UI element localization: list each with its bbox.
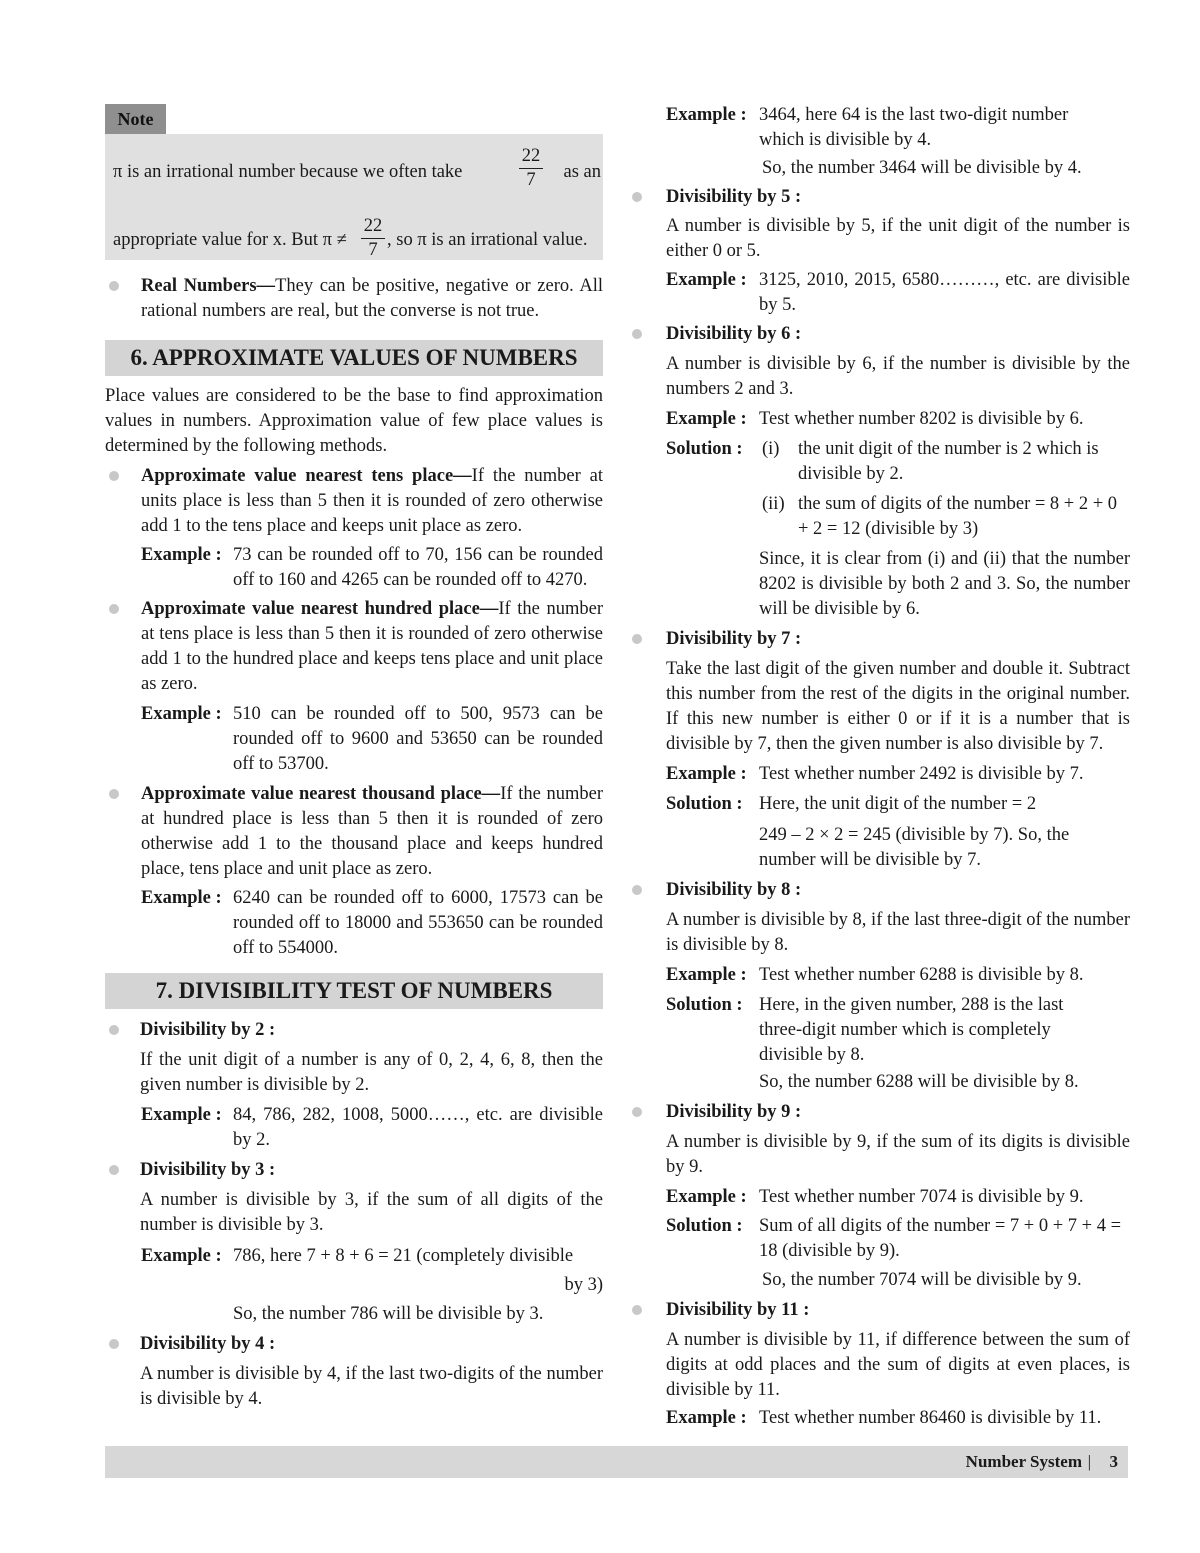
solution-step: the unit digit of the number is 2 which is divisible by 2.	[798, 439, 1099, 484]
example-label: Example :	[141, 545, 222, 565]
example-label: Example :	[141, 888, 222, 908]
bullet-icon	[632, 885, 642, 895]
bullet-icon	[632, 329, 642, 339]
note-line-1: π is an irrational number because we often take	[113, 162, 463, 182]
conclusion-text: So, the number 6288 will be divisible by 8.	[759, 1072, 1079, 1092]
solution-text: Here, the unit digit of the number = 2	[759, 794, 1037, 814]
example-label: Example :	[666, 764, 747, 784]
example-text: Test whether number 8202 is divisible by 6.	[759, 409, 1084, 429]
note-box: π is an irrational number because we often take 22 7 as an appropriate value for x. But π ≠ 22 7 , so π is an irrational value.	[105, 134, 603, 260]
example-label: Example :	[141, 1105, 222, 1125]
conclusion-text: So, the number 786 will be divisible by 3.	[233, 1304, 544, 1324]
conclusion-text: So, the number 7074 will be divisible by 9.	[762, 1270, 1082, 1290]
example-text: Test whether number 2492 is divisible by 7.	[759, 764, 1084, 784]
rule-text: A number is divisible by 3, if the sum of all digits of the number is divisible by 3.	[140, 1190, 603, 1235]
footer-chapter-title: Number System	[965, 1452, 1082, 1471]
solution-label: Solution :	[666, 794, 743, 814]
rule-text: A number is divisible by 5, if the unit digit of the number is either 0 or 5.	[666, 216, 1130, 261]
bullet-icon	[109, 789, 119, 799]
example-text: 786, here 7 + 8 + 6 = 21 (completely divisible	[233, 1246, 574, 1266]
conclusion-text: Since, it is clear from (i) and (ii) that the number 8202 is divisible by both 2 and 3. So, the number will be divisible by 6.	[759, 549, 1130, 619]
example-text: 3125, 2010, 2015, 6580………, etc. are divisible by 5.	[759, 270, 1130, 315]
divisibility-title: Divisibility by 11 :	[666, 1300, 810, 1320]
example-text: 6240 can be rounded off to 6000, 17573 can be rounded off to 18000 and 553650 can be rounded off to 554000.	[233, 888, 603, 958]
bullet-icon	[632, 192, 642, 202]
fraction-22-7: 22 7	[361, 216, 385, 261]
bullet-icon	[632, 634, 642, 644]
divisibility-title: Divisibility by 7 :	[666, 629, 802, 649]
bullet-icon	[632, 1107, 642, 1117]
page-number: 3	[1109, 1452, 1118, 1471]
list-item: Approximate value nearest hundred place—If the number at tens place is less than 5 then it is rounded of zero otherwise add 1 to the hundred place and keeps tens place and unit place as zero.	[141, 599, 603, 694]
example-text: Test whether number 86460 is divisible by 11.	[759, 1408, 1102, 1428]
example-label: Example :	[666, 409, 747, 429]
list-item: Approximate value nearest thousand place—If the number at hundred place is less than 5 then it is rounded of zero otherwise add 1 to the thousand place and keeps hundred place, tens place and unit place as zero.	[141, 784, 603, 879]
solution-step: the sum of digits of the number = 8 + 2 + 0 + 2 = 12 (divisible by 3)	[798, 494, 1118, 539]
bullet-icon	[109, 1025, 119, 1035]
solution-label: Solution :	[666, 995, 743, 1015]
footer-separator: |	[1087, 1452, 1091, 1471]
rule-text: A number is divisible by 4, if the last two-digits of the number is divisible by 4.	[140, 1364, 603, 1409]
example-label: Example :	[141, 1246, 222, 1266]
bullet-icon	[109, 1339, 119, 1349]
divisibility-title: Divisibility by 3 :	[140, 1160, 276, 1180]
example-text: 510 can be rounded off to 500, 9573 can be rounded off to 9600 and 53650 can be rounded off to 53700.	[233, 704, 603, 774]
bullet-icon	[109, 281, 119, 291]
list-item: Approximate value nearest tens place—If the number at units place is less than 5 then it is rounded of zero otherwise add 1 to the tens place and keeps unit place as zero.	[141, 466, 603, 536]
section-heading: 7. DIVISIBILITY TEST OF NUMBERS	[105, 973, 603, 1009]
solution-text: Here, in the given number, 288 is the last three-digit number which is completely divisible by 8.	[759, 995, 1064, 1065]
section-intro: Place values are considered to be the base to find approximation values in numbers. Approximation value of few place values is determined by the following methods.	[105, 386, 603, 456]
solution-text: Sum of all digits of the number = 7 + 0 + 7 + 4 = 18 (divisible by 9).	[759, 1216, 1122, 1261]
example-text: 3464, here 64 is the last two-digit number which is divisible by 4.	[759, 105, 1069, 150]
note-label: Note	[105, 104, 166, 134]
example-label: Example :	[666, 1187, 747, 1207]
example-label: Example :	[666, 965, 747, 985]
section-heading: 6. APPROXIMATE VALUES OF NUMBERS	[105, 340, 603, 376]
conclusion-text: So, the number 3464 will be divisible by 4.	[762, 158, 1082, 178]
example-label: Example :	[141, 704, 222, 724]
solution-text: 249 – 2 × 2 = 245 (divisible by 7). So, the number will be divisible by 7.	[759, 825, 1070, 870]
divisibility-title: Divisibility by 6 :	[666, 324, 802, 344]
divisibility-title: Divisibility by 5 :	[666, 187, 802, 207]
divisibility-title: Divisibility by 8 :	[666, 880, 802, 900]
example-text: Test whether number 6288 is divisible by 8.	[759, 965, 1084, 985]
real-numbers-item: Real Numbers—They can be positive, negative or zero. All rational numbers are real, but the converse is not true.	[141, 276, 603, 321]
solution-label: Solution :	[666, 439, 743, 459]
example-text: 73 can be rounded off to 70, 156 can be rounded off to 160 and 4265 can be rounded off to 4270.	[233, 545, 603, 590]
bullet-icon	[632, 1305, 642, 1315]
page-footer	[105, 1446, 1128, 1478]
note-line-2: appropriate value for x. But π ≠	[113, 230, 347, 250]
rule-text: Take the last digit of the given number and double it. Subtract this number from the rest of the digits in the original number. If this new number is either 0 or if it is a number that is divisible by 7, then the given number is also divisible by 7.	[666, 659, 1130, 754]
fraction-22-7: 22 7	[519, 146, 543, 191]
bullet-icon	[109, 471, 119, 481]
rule-text: A number is divisible by 8, if the last three-digit of the number is divisible by 8.	[666, 910, 1130, 955]
example-text: Test whether number 7074 is divisible by 9.	[759, 1187, 1084, 1207]
example-label: Example :	[666, 105, 747, 125]
divisibility-title: Divisibility by 2 :	[140, 1020, 276, 1040]
example-label: Example :	[666, 1408, 747, 1428]
rule-text: If the unit digit of a number is any of 0, 2, 4, 6, 8, then the given number is divisible by 2.	[140, 1050, 603, 1095]
rule-text: A number is divisible by 6, if the number is divisible by the numbers 2 and 3.	[666, 354, 1130, 399]
divisibility-title: Divisibility by 4 :	[140, 1334, 276, 1354]
divisibility-title: Divisibility by 9 :	[666, 1102, 802, 1122]
rule-text: A number is divisible by 11, if difference between the sum of digits at odd places and the sum of digits at even places, is divisible by 11.	[666, 1330, 1130, 1400]
example-text: 84, 786, 282, 1008, 5000……, etc. are divisible by 2.	[233, 1105, 603, 1150]
example-label: Example :	[666, 270, 747, 290]
bullet-icon	[109, 1165, 119, 1175]
bullet-icon	[109, 604, 119, 614]
solution-label: Solution :	[666, 1216, 743, 1236]
rule-text: A number is divisible by 9, if the sum of its digits is divisible by 9.	[666, 1132, 1130, 1177]
